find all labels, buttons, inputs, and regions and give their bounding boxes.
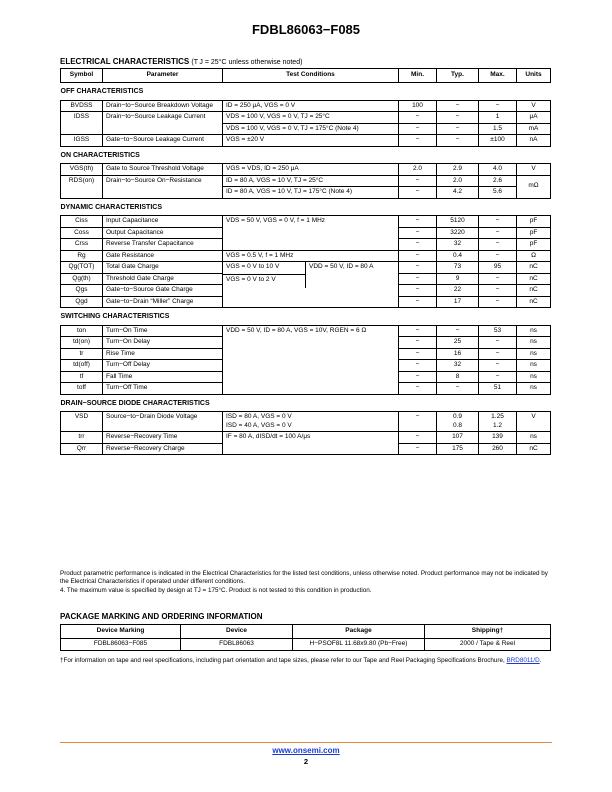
table-row: Ciss Input Capacitance VDS = 50 V, VGS = 0 V, f = 1 MHz − 5120 − pF: [61, 216, 551, 228]
table-row: BVDSS Drain−to−Source Breakdown Voltage ID = 250 μA, VGS = 0 V 100 − − V: [61, 100, 551, 112]
tape-reel-note: †For information on tape and reel specifications, including part orientation and tape sizes, please refer to our Tape and Reel Packaging Specifications Brochure, BRD8011/D.: [60, 657, 542, 664]
group-dynamic: DYNAMIC CHARACTERISTICS: [60, 203, 162, 211]
table-row: ID = 80 A, VGS = 10 V, TJ = 175°C (Note 4) − 4.2 5.6: [61, 187, 551, 199]
table-row: td(on) Turn−On Delay − 25 − ns: [61, 337, 551, 349]
table-row: tr Rise Time − 16 − ns: [61, 348, 551, 360]
table-row: Qgd Gate−to−Drain “Miller” Charge − 17 − nC: [61, 296, 551, 308]
col-min: Min.: [399, 69, 437, 83]
temperature-note: (T J = 25°C unless otherwise noted): [191, 59, 303, 66]
group-switching: SWITCHING CHARACTERISTICS: [60, 313, 170, 320]
table-row: Qgs Gate−to−Source Gate Charge − 22 − nC: [61, 285, 551, 297]
table-row: Qg(TOT) Total Gate Charge VGS = 0 V to 10 V VGS = 0 V to 2 V VDD = 50 V, ID = 80 A − 73 95 nC: [61, 262, 551, 274]
performance-note: Product parametric performance is indicated in the Electrical Characteristics for the listed test conditions, unless otherwise noted. Product performance may not be indicated by the Electrical Characteristics if operated under different conditions.: [60, 570, 548, 585]
table-row: VDS = 100 V, VGS = 0 V, TJ = 175°C (Note 4) − − 1.5 mA: [61, 123, 551, 135]
page-number: 2: [303, 757, 309, 766]
package-heading: PACKAGE MARKING AND ORDERING INFORMATION: [60, 612, 263, 621]
table-row: FDBL86063−F085 FDBL86063 H−PSOF8L 11.68x9.80 (Pb−Free) 2000 / Tape & Reel: [61, 639, 551, 651]
table-row: Qg(th) Threshold Gate Charge − 9 − nC: [61, 273, 551, 285]
table-row: tf Fall Time − 8 − ns: [61, 371, 551, 383]
table-row: toff Turn−Off Time − − 51 ns: [61, 383, 551, 395]
package-table: [60, 624, 551, 651]
footer-divider: [60, 742, 552, 743]
col-typ: Typ.: [437, 69, 479, 83]
group-on: ON CHARACTERISTICS: [60, 151, 140, 159]
col-units: Units: [517, 69, 551, 83]
table-row: Qrr Reverse−Recovery Charge − 175 260 nC: [61, 443, 551, 455]
table-row: IGSS Gate−to−Source Leakage Current VGS = ±20 V − − ±100 nA: [61, 135, 551, 147]
document-title: FDBL86063−F085: [251, 22, 361, 37]
website-link[interactable]: www.onsemi.com: [272, 746, 340, 755]
col-test-conditions: Test Conditions: [223, 69, 399, 83]
table-row: VGS(th) Gate to Source Threshold Voltage VGS = VDS, ID = 250 μA 2.0 2.9 4.0 V: [61, 164, 551, 176]
note-4: 4. The maximum value is specified by design at TJ = 175°C. Product is not tested to this condition in production.: [60, 587, 372, 594]
electrical-characteristics-table: [60, 68, 551, 455]
col-symbol: Symbol: [61, 69, 103, 83]
group-diode: DRAIN−SOURCE DIODE CHARACTERISTICS: [60, 399, 210, 407]
table-row: td(off) Turn−Off Delay − 32 − ns: [61, 360, 551, 372]
table-row: Coss Output Capacitance − 3220 − pF: [61, 227, 551, 239]
table-row: RDS(on) Drain−to−Source On−Resistance ID = 80 A, VGS = 10 V, TJ = 25°C − 2.0 2.6 mΩ: [61, 175, 551, 187]
col-parameter: Parameter: [103, 69, 223, 83]
col-max: Max.: [479, 69, 517, 83]
table-header-row: [61, 69, 551, 83]
table-header-row: Device Marking Device Package Shipping†: [61, 625, 551, 639]
table-row: Rg Gate Resistance VGS = 0.5 V, f = 1 MHz − 0.4 − Ω: [61, 250, 551, 262]
brochure-link[interactable]: BRD8011/D: [506, 657, 540, 664]
table-row: Crss Reverse Transfer Capacitance − 32 − pF: [61, 239, 551, 251]
group-off: OFF CHARACTERISTICS: [60, 88, 144, 95]
electrical-characteristics-heading: ELECTRICAL CHARACTERISTICS (T J = 25°C unless otherwise noted): [60, 57, 303, 66]
table-row: VSD Source−to−Drain Diode Voltage ISD = 80 A, VGS = 0 V ISD = 40 A, VGS = 0 V − 0.9 0.8 1.25 1.2 V: [61, 412, 551, 432]
table-row: IDSS Drain−to−Source Leakage Current VDS = 100 V, VGS = 0 V, TJ = 25°C − − 1 μA: [61, 112, 551, 124]
table-row: ton Turn−On Time VDD = 50 V, ID = 80 A, VGS = 10V, RGEN = 6 Ω − − 53 ns: [61, 325, 551, 337]
table-row: trr Reverse−Recovery Time IF = 80 A, dISD/dt = 100 A/μs − 107 139 ns: [61, 432, 551, 444]
